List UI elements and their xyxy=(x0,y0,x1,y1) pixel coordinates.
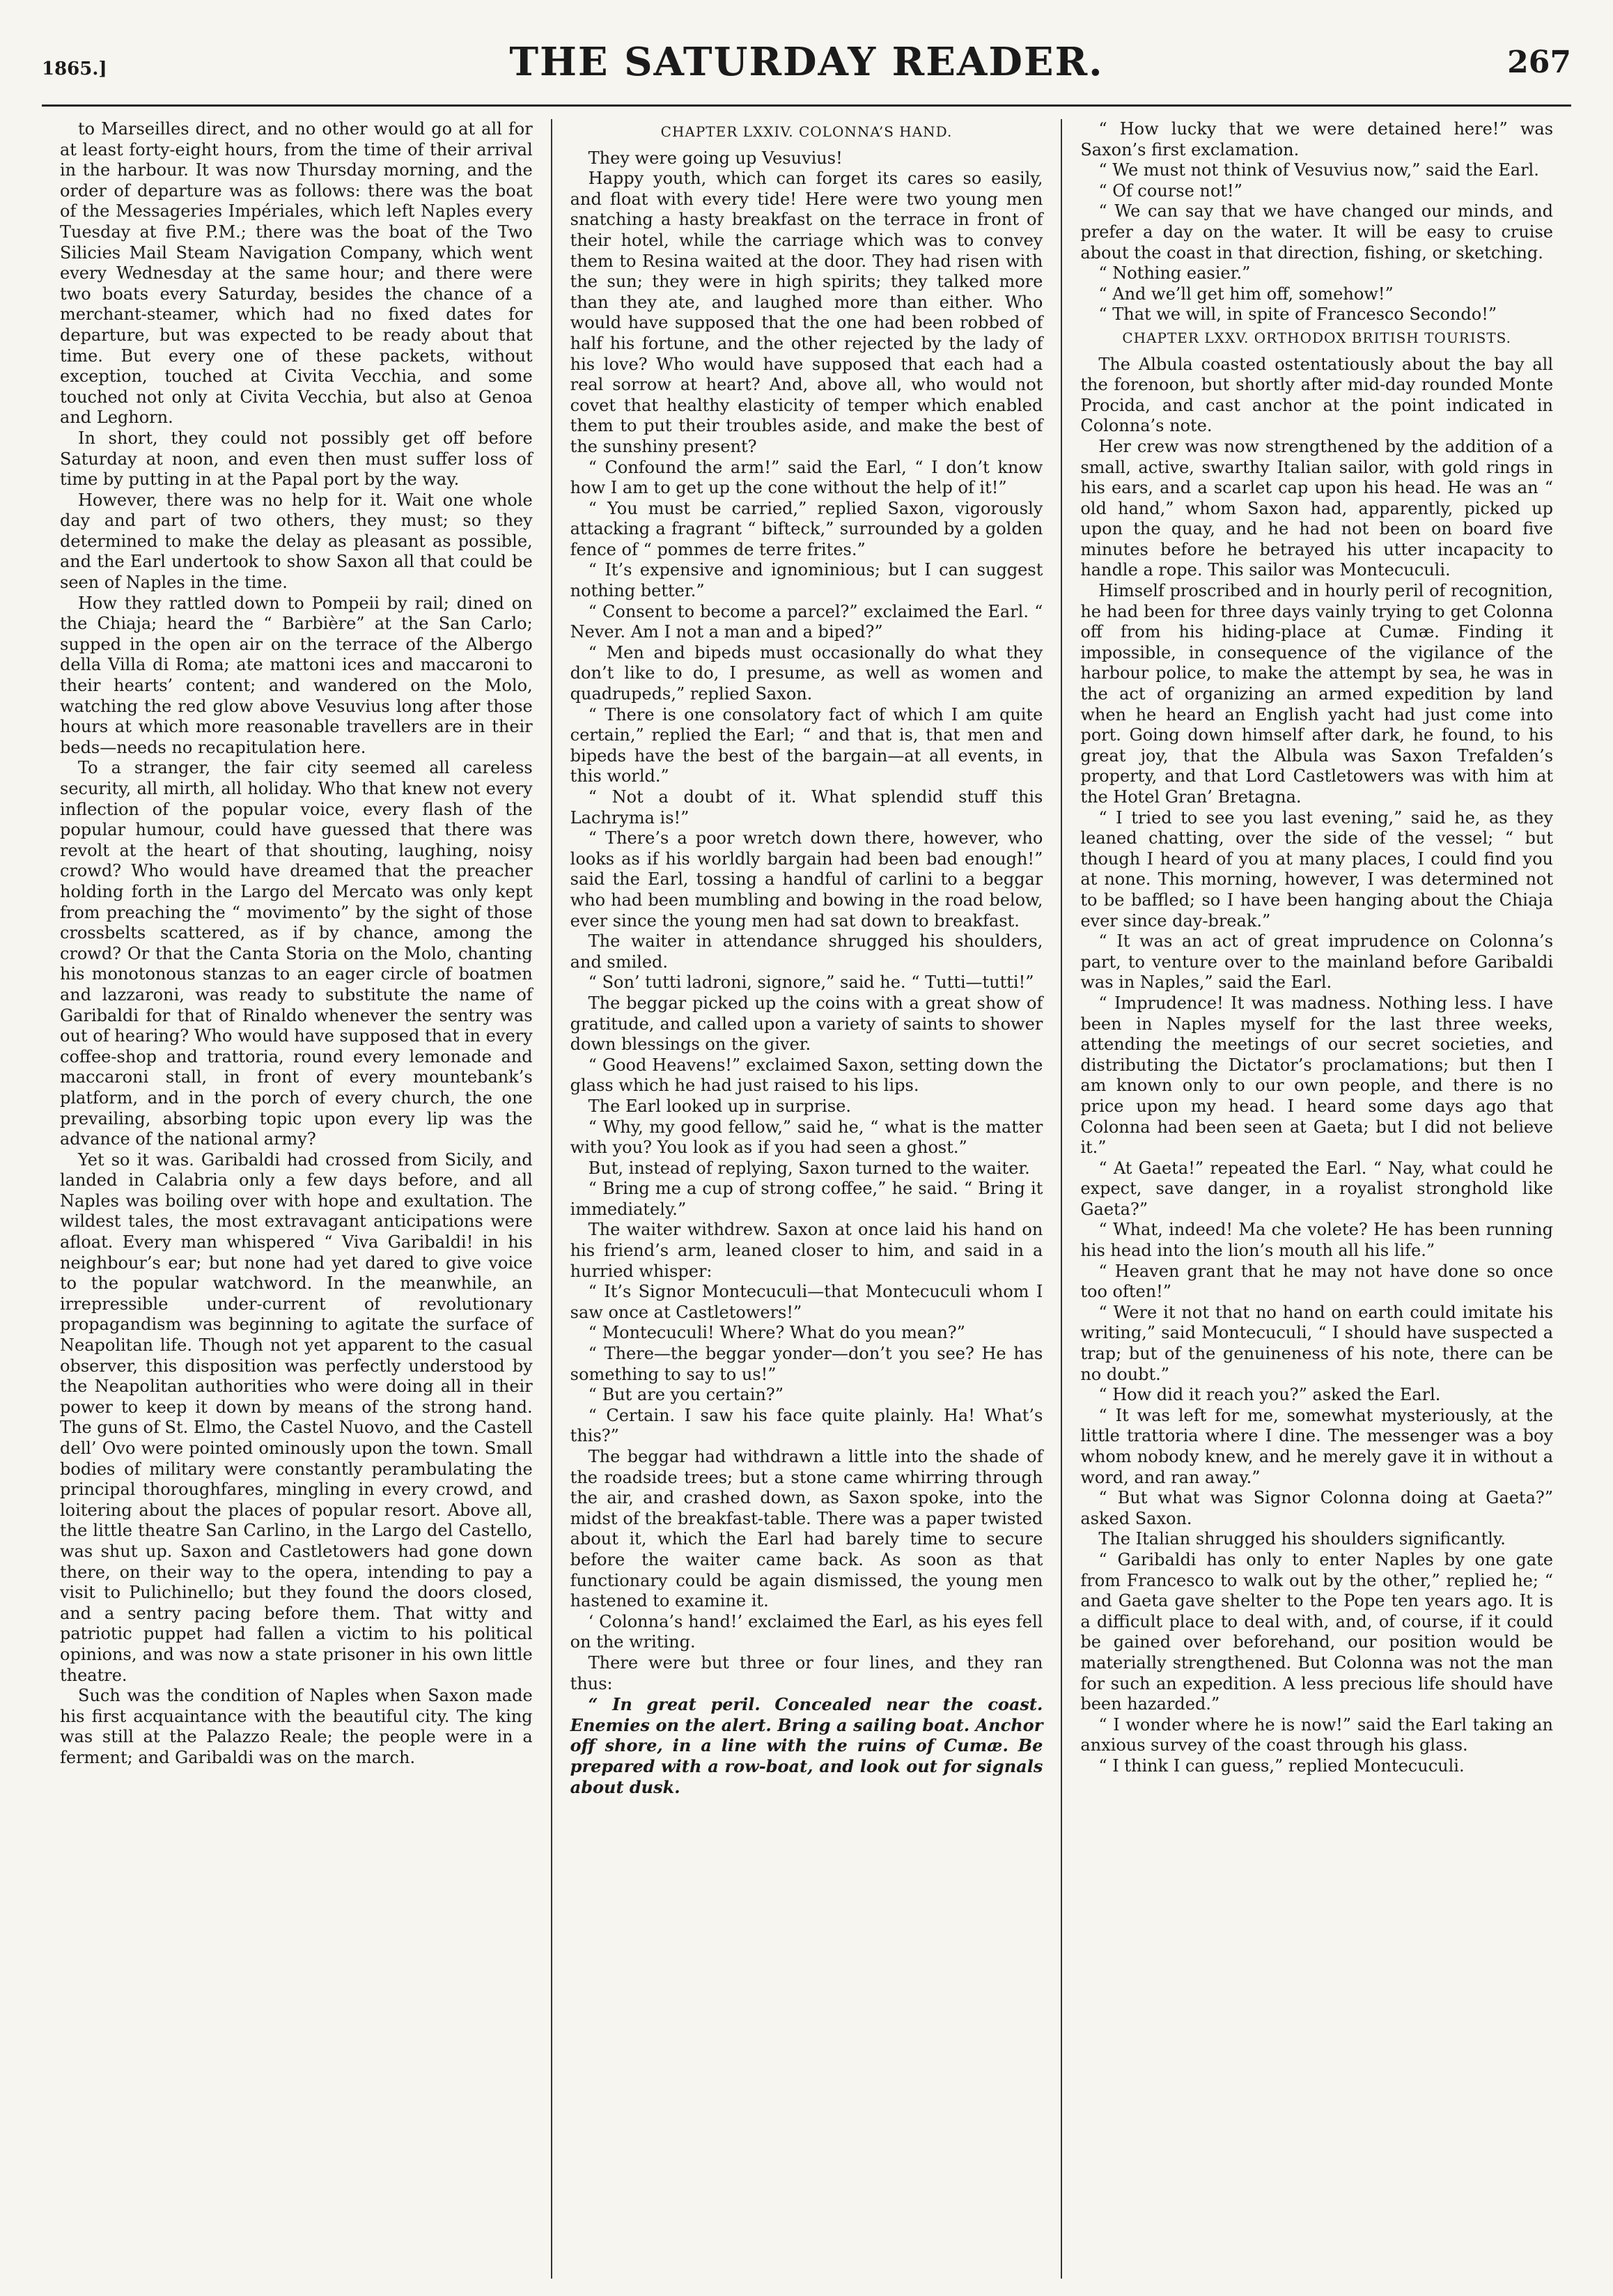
paragraph: The beggar had withdrawn a little into the shade of the roadside trees; but a stone came whirring through the air, and crashed down, as Saxon spoke, into the midst of the breakfast-table. There was a paper twisted about it, which the Earl had barely time to secure before the waiter came back. As soon as that functionary could be again dismissed, the young men hastened to examine it. xyxy=(570,1447,1043,1611)
paragraph: “ Bring me a cup of strong coffee,” he said. “ Bring it immediately.” xyxy=(570,1179,1043,1219)
paragraph: In short, they could not possibly get off before Saturday at noon, and even then must suffer loss of time by putting in at the Papal port by the way. xyxy=(60,428,533,490)
paragraph: “ We must not think of Vesuvius now,” said the Earl. xyxy=(1098,160,1539,180)
column-3-body-a xyxy=(1080,119,1553,325)
paragraph: “ And we’ll get him off, somehow!” xyxy=(1098,284,1394,304)
page-number: 267 xyxy=(1507,45,1571,80)
paragraph: There were but three or four lines, and they ran thus: xyxy=(570,1652,1043,1693)
paragraph: “ Imprudence! It was madness. Nothing less. I have been in Naples myself for the last three weeks, attending the meetings of our secret societies, and distributing the Dictator’s proclamations; but then I am known only to our own people, and there is no price upon my head. I heard some days ago that Colonna had been seen at Gaeta; but I did not believe it.” xyxy=(1080,993,1554,1158)
paragraph: “ It was left for me, somewhat mysteriously, at the little trattoria where I dine. The messenger was a boy whom nobody knew, and he merely gave it in without a word, and ran away.” xyxy=(1080,1405,1554,1487)
paragraph: “ Of course not!” xyxy=(1098,180,1242,201)
paragraph: “ Good Heavens!” exclaimed Saxon, setting down the glass which he had just raised to his lips. xyxy=(570,1055,1043,1096)
chapter-heading: CHAPTER LXXV. ORTHODOX BRITISH TOURISTS. xyxy=(1122,329,1512,346)
issue-date: 1865.] xyxy=(42,59,107,79)
paragraph: “ There is one consolatory fact of which I am quite certain,” replied the Earl; “ and that is, that men and bipeds have the best of the bargain—at all events, in this world.” xyxy=(570,704,1043,786)
paragraph: Himself proscribed and in hourly peril of recognition, he had been for three days vainly trying to get Colonna off from his hiding-place at Cumæ. Finding it impossible, in consequence of the vigilance of the harbour police, to make the attempt by sea, he was in the act of organizing an armed expedition by land when he heard an English yacht had just come into port. Going down himself after dark, he found, to his great joy, that the Albula was Saxon Trefalden’s property, and that Lord Castletowers was with him at the Hotel Gran’ Bretagna. xyxy=(1080,581,1554,807)
paragraph: Her crew was now strengthened by the addition of a small, active, swarthy Italian sailor, with gold rings in his ears, and a scarlet cap upon his head. He was an “ old hand,” whom Saxon had, apparently, picked up upon the quay, and he had not been on board five minutes before he betrayed his utter incapacity to handle a rope. This sailor was Montecuculi. xyxy=(1080,436,1554,580)
paragraph: The waiter withdrew. Saxon at once laid his hand on his friend’s arm, leaned closer to him, and said in a hurried whisper: xyxy=(570,1220,1043,1281)
paragraph: “ Nothing easier.” xyxy=(1098,263,1251,284)
paragraph: “ Son’ tutti ladroni, signore,” said he. “ Tutti—tutti!” xyxy=(588,972,1034,993)
column-3-body-b xyxy=(1080,355,1553,1777)
paragraph: “ Why, my good fellow,” said he, “ what is the matter with you? You look as if you had seen a ghost.” xyxy=(570,1117,1043,1158)
header-rule xyxy=(42,104,1571,107)
paragraph: Such was the condition of Naples when Saxon made his first acquaintance with the beautiful city. The king was still at the Palazzo Reale; the people were in a ferment; and Garibaldi was on the march. xyxy=(60,1686,533,1767)
column-2 xyxy=(551,119,1061,2279)
paragraph: “ Confound the arm!” said the Earl, “ I don’t know how I am to get up the cone without the help of it!” xyxy=(570,457,1043,498)
paragraph: Yet so it was. Garibaldi had crossed from Sicily, and landed in Calabria only a few days before, and all Naples was boiling over with hope and exultation. The wildest tales, the most extravagant anticipations were afloat. Every man whispered “ Viva Garibaldi! in his neighbour’s ear; but none had yet dared to give voice to the popular watchword. In the meanwhile, an irrepressible under-current of revolutionary propagandism was beginning to agitate the surface of Neapolitan life. Though not yet apparent to the casual observer, this disposition was perfectly understood by the Neapolitan authorities who were doing all in their power to keep it down by means of the strong hand. The guns of St. Elmo, the Castel Nuovo, and the Castell dell’ Ovo were pointed ominously upon the town. Small bodies of military were constantly perambulating the principal thoroughfares, mingling in every crowd, and loitering about the places of popular resort. Above all, the little theatre San Carlino, in the Largo del Castello, was shut up. Saxon and Castletowers had gone down there, on their way to the opera, intending to pay a visit to Pulichinello; but they found the doors closed, and a sentry pacing before them. That witty and patriotic puppet had fallen a victim to his political opinions, and was now a state prisoner in his own little theatre. xyxy=(60,1149,533,1685)
paragraph: They were going up Vesuvius! xyxy=(588,148,843,168)
paragraph: “ There—the beggar yonder—don’t you see? He has something to say to us!” xyxy=(570,1344,1043,1384)
paragraph: “ It was an act of great imprudence on Colonna’s part, to venture over to the mainland before Garibaldi was in Naples,” said the Earl. xyxy=(1080,931,1554,993)
paragraph: “ I think I can guess,” replied Montecuculi. xyxy=(1098,1755,1465,1776)
paragraph: “ Certain. I saw his face quite plainly. Ha! What’s this?” xyxy=(570,1405,1043,1446)
column-3 xyxy=(1061,119,1571,2279)
paragraph: But, instead of replying, Saxon turned to the waiter. xyxy=(588,1158,1030,1178)
paragraph: to Marseilles direct, and no other would go at all for at least forty-eight hours, from the time of their arrival in the harbour. It was now Thursday morning, and the order of departure was as follows: there was the boat of the Messageries Impériales, which left Naples every Tuesday at five P.M.; there was the boat of the Two Silicies Mail Steam Navigation Company, which went every Wednesday at the same hour; and there were two boats every Saturday, besides the chance of a merchant-steamer, which had no fixed dates for departure, but was expected to be ready about that time. But every one of these packets, without exception, touched at Civita Vecchia, and some touched not only at Civita Vecchia, but also at Genoa and Leghorn. xyxy=(60,119,533,428)
paragraph: “ It’s Signor Montecuculi—that Montecuculi whom I saw once at Castletowers!” xyxy=(570,1282,1043,1322)
paragraph: To a stranger, the fair city seemed all careless security, all mirth, all holiday. Who that knew not every inflection of the popular voice, every flash of the popular humour, could have guessed that there was revolt at the heart of that shouting, laughing, noisy crowd? Who would have dreamed that the preacher holding forth in the Largo del Mercato was only kept from preaching the “ movimento” by the sight of those crossbelts scattered, as if by chance, among the crowd? Or that the Canta Storia on the Molo, chanting his monotonous stanzas to an eager circle of boatmen and lazzaroni, was ready to substitute the name of Garibaldi for that of Rinaldo whenever the sentry was out of hearing? Who would have supposed that in every coffee-shop and trattoria, round every lemonade and maccaroni stall, in front of every mountebank’s platform, and in the porch of every church, the one prevailing, absorbing topic upon every lip was the advance of the national army? xyxy=(60,758,533,1149)
paragraph: “ We can say that we have changed our minds, and prefer a day on the water. It will be easy to cruise about the coast in that direction, fishing, or sketching. xyxy=(1080,201,1554,263)
colonna-note: “ In great peril. Concealed near the coast. Enemies on the alert. Bring a sailing boat. Anchor off shore, in a line with the ruins of Cumæ. Be prepared with a row-boat, and look out for signals about dusk. xyxy=(570,1694,1043,1797)
paragraph: The Albula coasted ostentatiously about the bay all the forenoon, but shortly after mid-day rounded Monte Procida, and cast anchor at the point indicated in Colonna’s note. xyxy=(1080,354,1554,436)
column-1 xyxy=(42,119,551,2279)
paragraph: “ Not a doubt of it. What splendid stuff this Lachryma is!” xyxy=(570,787,1043,828)
chapter-heading: CHAPTER LXXIV. COLONNA’S HAND. xyxy=(660,123,953,140)
paragraph: “ Montecuculi! Where? What do you mean?” xyxy=(588,1323,965,1343)
paragraph: “ That we will, in spite of Francesco Secondo!” xyxy=(1098,304,1497,325)
paragraph: How they rattled down to Pompeii by rail; dined on the Chiaja; heard the “ Barbière” at the San Carlo; supped in the open air on the terrace of the Albergo della Villa di Roma; ate mattoni ices and maccaroni to their hearts’ content; and wandered on the Molo, watching the red glow above Vesuvius long after those hours at which more reasonable travellers are in their beds—needs no recapitulation here. xyxy=(60,593,533,757)
paragraph: “ But are you certain?” xyxy=(588,1385,784,1405)
paragraph: ‘ Colonna’s hand!’ exclaimed the Earl, as his eyes fell on the writing. xyxy=(570,1611,1043,1652)
paragraph: However, there was no help for it. Wait one whole day and part of two others, they must; so they determined to make the delay as pleasant as possible, and the Earl undertook to show Saxon all that could be seen of Naples in the time. xyxy=(60,490,533,593)
paragraph: “ Men and bipeds must occasionally do what they don’t like to do, I presume, as well as women and quadrupeds,” replied Saxon. xyxy=(570,642,1043,704)
paragraph: “ You must be carried,” replied Saxon, vigorously attacking a fragrant “ bifteck,” surrounded by a golden fence of “ pommes de terre frites.” xyxy=(570,498,1043,559)
paragraph: “ How did it reach you?” asked the Earl. xyxy=(1098,1385,1441,1405)
paragraph: Happy youth, which can forget its cares so easily, and float with every tide! Here were two young men snatching a hasty breakfast on the terrace in front of their hotel, while the carriage which was to convey them to Resina waited at the door. They had risen with the sun; they were in high spirits; they talked more than they ate, and laughed more than either. Who would have supposed that the one had been robbed of half his fortune, and the other rejected by the lady of his love? Who would have supposed that each had a real sorrow at heart? And, above all, who would not covet that healthy elasticity of temper which enabled them to put their troubles aside, and make the best of the sunshiny present? xyxy=(570,169,1043,456)
publication-title: THE SATURDAY READER. xyxy=(509,39,1104,85)
paragraph: “ Consent to become a parcel?” exclaimed the Earl. “ Never. Am I not a man and a biped?” xyxy=(570,601,1043,642)
paragraph: “ There’s a poor wretch down there, however, who looks as if his worldly bargain had been bad enough!” said the Earl, tossing a handful of carlini to a beggar who had been mumbling and bowing in the road below, ever since the young men had sat down to breakfast. xyxy=(570,828,1043,931)
paragraph: “ Were it not that no hand on earth could imitate his writing,” said Montecuculi, “ I should have suspected a trap; but of the genuineness of his note, there can be no doubt.” xyxy=(1080,1302,1554,1384)
text-columns xyxy=(42,119,1571,2279)
paragraph: “ At Gaeta!” repeated the Earl. “ Nay, what could he expect, save danger, in a royalist stronghold like Gaeta?” xyxy=(1080,1158,1554,1219)
paragraph: “ Garibaldi has only to enter Naples by one gate from Francesco to walk out by the other,” replied he; “ and Gaeta gave shelter to the Pope ten years ago. It is a difficult place to deal with, and, of course, if it could be gained over beforehand, our position would be materially strengthened. But Colonna was not the man for such an expedition. A less precious life should have been hazarded.” xyxy=(1080,1549,1554,1714)
paragraph: The waiter in attendance shrugged his shoulders, and smiled. xyxy=(570,931,1043,972)
paragraph: “ What, indeed! Ma che volete? He has been running his head into the lion’s mouth all his life.” xyxy=(1080,1220,1554,1261)
paragraph: “ I tried to see you last evening,” said he, as they leaned chatting, over the side of the vessel; “ but though I heard of you at many places, I could find you at none. This morning, however, I was determined not to be baffled; so I have been hanging about the Chiaja ever since day-break.” xyxy=(1080,807,1554,931)
paragraph: “ Heaven grant that he may not have done so once too often!” xyxy=(1080,1261,1554,1302)
paragraph: “ But what was Signor Colonna doing at Gaeta?” asked Saxon. xyxy=(1080,1488,1554,1528)
page-header xyxy=(42,39,1571,99)
paragraph: The Earl looked up in surprise. xyxy=(588,1096,852,1116)
paragraph: “ How lucky that we were detained here!” was Saxon’s first exclamation. xyxy=(1080,119,1554,160)
paragraph: “ I wonder where he is now!” said the Earl taking an anxious survey of the coast through his glass. xyxy=(1080,1714,1554,1755)
paragraph: The Italian shrugged his shoulders significantly. xyxy=(1098,1529,1506,1549)
paragraph: “ It’s expensive and ignominious; but I can suggest nothing better.” xyxy=(570,560,1043,601)
column-2-body xyxy=(570,148,1043,1695)
paragraph: The beggar picked up the coins with a great show of gratitude, and called upon a variety of saints to shower down blessings on the giver. xyxy=(570,993,1043,1055)
